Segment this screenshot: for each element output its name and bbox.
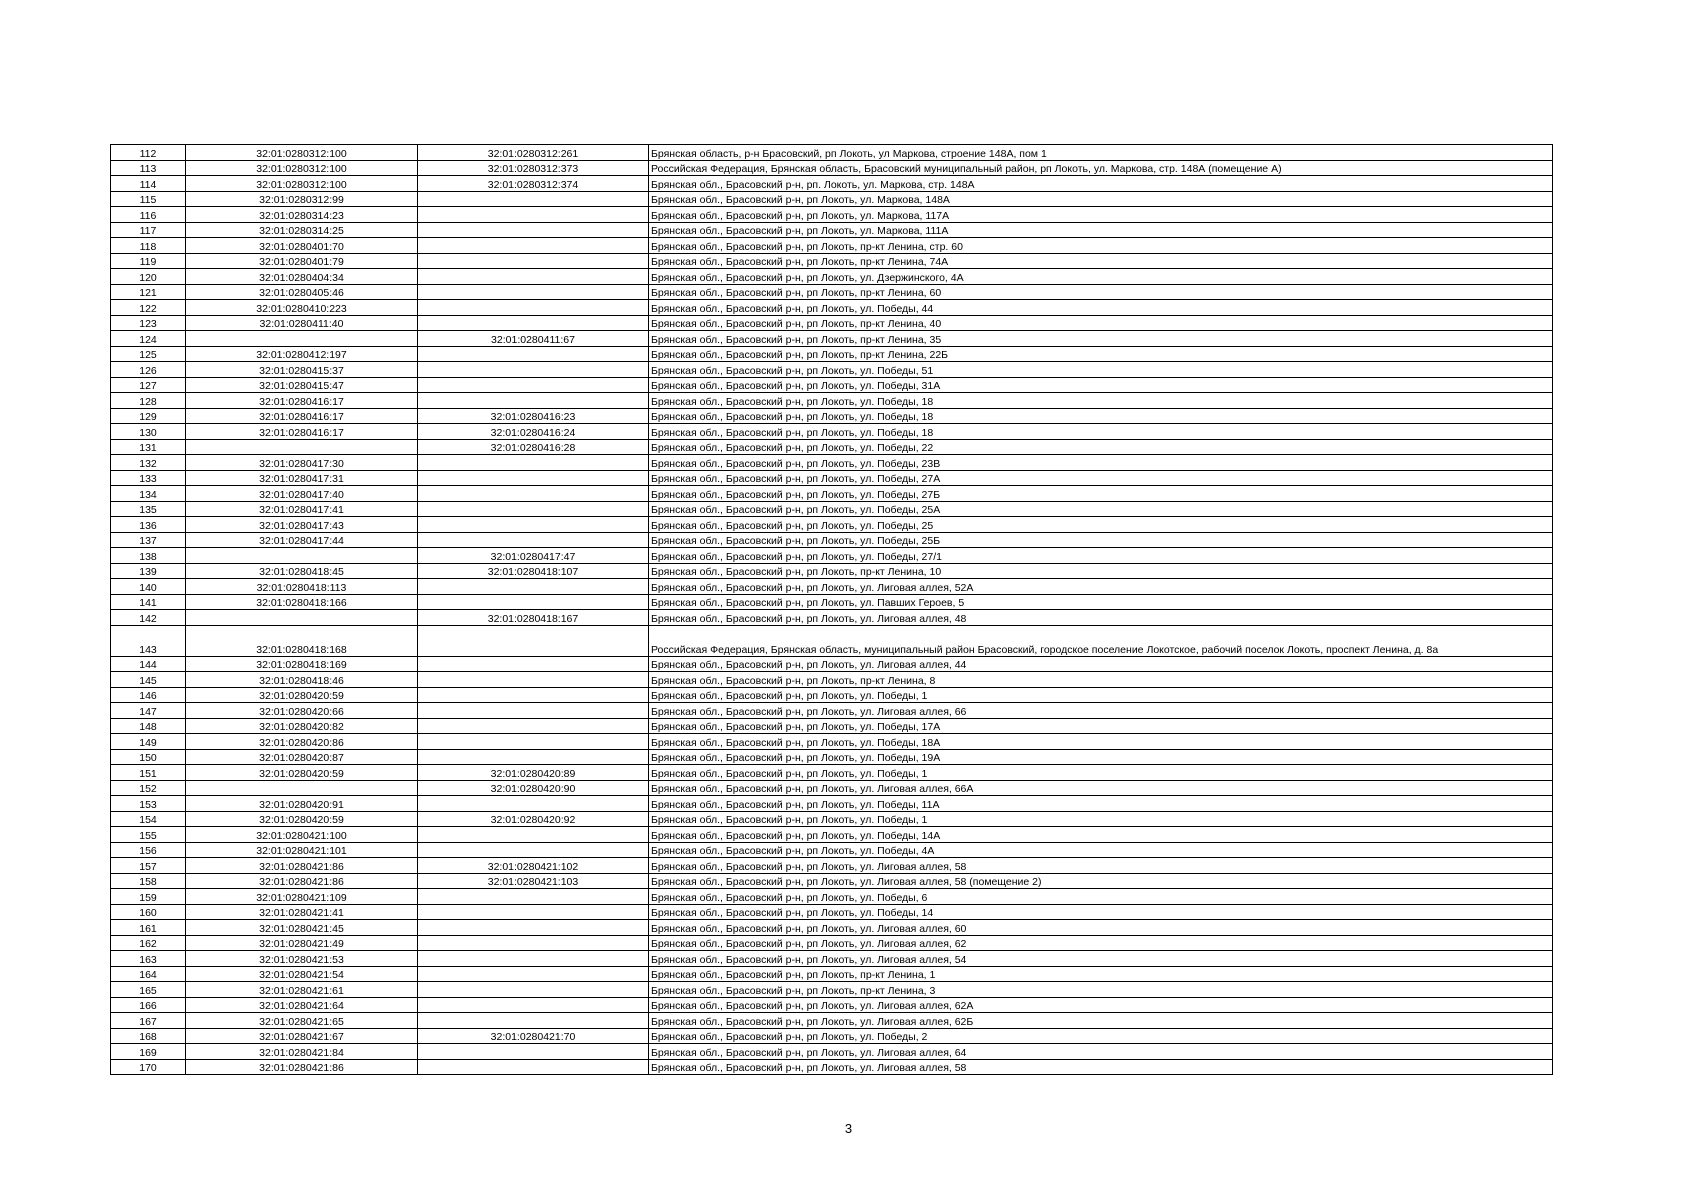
child-cadastral-number-cell (418, 269, 649, 285)
child-cadastral-number-cell (418, 904, 649, 920)
address-cell: Брянская обл., Брасовский р-н, рп Локоть, ул. Лиговая аллея, 62А (649, 997, 1553, 1013)
address-cell: Брянская обл., Брасовский р-н, рп Локоть, ул. Лиговая аллея, 58 (649, 858, 1553, 874)
child-cadastral-number-cell (418, 997, 649, 1013)
parent-cadastral-number-cell: 32:01:0280421:45 (186, 920, 418, 936)
table-row (111, 393, 1553, 409)
table-row (111, 486, 1553, 502)
parent-cadastral-number-cell: 32:01:0280421:61 (186, 982, 418, 998)
address-cell: Брянская обл., Брасовский р-н, рп Локоть, ул. Победы, 2 (649, 1028, 1553, 1044)
table-row (111, 470, 1553, 486)
parent-cadastral-number-cell: 32:01:0280417:44 (186, 532, 418, 548)
parent-cadastral-number-cell: 32:01:0280420:82 (186, 718, 418, 734)
parent-cadastral-number-cell: 32:01:0280416:17 (186, 408, 418, 424)
row-number-cell: 130 (111, 424, 186, 440)
table-row (111, 160, 1553, 176)
row-number-cell: 159 (111, 889, 186, 905)
row-number-cell: 167 (111, 1013, 186, 1029)
row-number-cell: 139 (111, 563, 186, 579)
table-row (111, 331, 1553, 347)
child-cadastral-number-cell: 32:01:0280420:90 (418, 780, 649, 796)
row-number-cell: 140 (111, 579, 186, 595)
address-cell: Брянская обл., Брасовский р-н, рп Локоть, ул. Победы, 19А (649, 749, 1553, 765)
address-cell: Брянская обл., Брасовский р-н, рп Локоть, ул. Победы, 25Б (649, 532, 1553, 548)
address-cell: Брянская обл., Брасовский р-н, рп Локоть, ул. Лиговая аллея, 64 (649, 1044, 1553, 1060)
parent-cadastral-number-cell: 32:01:0280421:49 (186, 935, 418, 951)
table-row (111, 563, 1553, 579)
address-cell: Брянская обл., Брасовский р-н, рп Локоть, пр-кт Ленина, 60 (649, 284, 1553, 300)
table-row (111, 966, 1553, 982)
parent-cadastral-number-cell: 32:01:0280412:197 (186, 346, 418, 362)
row-number-cell: 118 (111, 238, 186, 254)
address-cell: Брянская обл., Брасовский р-н, рп Локоть, ул. Победы, 22 (649, 439, 1553, 455)
parent-cadastral-number-cell (186, 780, 418, 796)
child-cadastral-number-cell (418, 579, 649, 595)
parent-cadastral-number-cell: 32:01:0280417:40 (186, 486, 418, 502)
child-cadastral-number-cell (418, 827, 649, 843)
parent-cadastral-number-cell: 32:01:0280421:67 (186, 1028, 418, 1044)
child-cadastral-number-cell (418, 470, 649, 486)
child-cadastral-number-cell (418, 1059, 649, 1075)
parent-cadastral-number-cell: 32:01:0280417:41 (186, 501, 418, 517)
child-cadastral-number-cell (418, 501, 649, 517)
row-number-cell: 158 (111, 873, 186, 889)
table-row (111, 362, 1553, 378)
table-row (111, 424, 1553, 440)
table-row (111, 718, 1553, 734)
address-cell: Брянская обл., Брасовский р-н, рп Локоть, ул. Победы, 1 (649, 811, 1553, 827)
child-cadastral-number-cell (418, 191, 649, 207)
address-cell: Брянская обл., Брасовский р-н, рп Локоть, пр-кт Ленина, 40 (649, 315, 1553, 331)
child-cadastral-number-cell: 32:01:0280421:103 (418, 873, 649, 889)
child-cadastral-number-cell (418, 284, 649, 300)
parent-cadastral-number-cell (186, 548, 418, 564)
table-row (111, 284, 1553, 300)
address-cell: Брянская обл., Брасовский р-н, рп Локоть, пр-кт Ленина, 8 (649, 672, 1553, 688)
address-cell: Брянская обл., Брасовский р-н, рп Локоть, ул. Лиговая аллея, 44 (649, 656, 1553, 672)
row-number-cell: 143 (111, 625, 186, 656)
child-cadastral-number-cell: 32:01:0280312:374 (418, 176, 649, 192)
row-number-cell: 155 (111, 827, 186, 843)
address-cell: Брянская обл., Брасовский р-н, рп. Локоть, ул. Маркова, стр. 148А (649, 176, 1553, 192)
parent-cadastral-number-cell: 32:01:0280312:100 (186, 176, 418, 192)
table-row (111, 377, 1553, 393)
parent-cadastral-number-cell: 32:01:0280411:40 (186, 315, 418, 331)
address-cell: Брянская обл., Брасовский р-н, рп Локоть, ул. Лиговая аллея, 54 (649, 951, 1553, 967)
child-cadastral-number-cell (418, 594, 649, 610)
table-row (111, 1044, 1553, 1060)
table-row (111, 858, 1553, 874)
table-row (111, 920, 1553, 936)
row-number-cell: 141 (111, 594, 186, 610)
parent-cadastral-number-cell: 32:01:0280421:101 (186, 842, 418, 858)
row-number-cell: 151 (111, 765, 186, 781)
parent-cadastral-number-cell: 32:01:0280418:113 (186, 579, 418, 595)
address-cell: Брянская обл., Брасовский р-н, рп Локоть, пр-кт Ленина, 74А (649, 253, 1553, 269)
row-number-cell: 117 (111, 222, 186, 238)
address-cell: Брянская обл., Брасовский р-н, рп Локоть, пр-кт Ленина, 3 (649, 982, 1553, 998)
table-row (111, 269, 1553, 285)
row-number-cell: 138 (111, 548, 186, 564)
parent-cadastral-number-cell: 32:01:0280417:30 (186, 455, 418, 471)
address-cell: Брянская обл., Брасовский р-н, рп Локоть, ул. Победы, 51 (649, 362, 1553, 378)
parent-cadastral-number-cell: 32:01:0280404:34 (186, 269, 418, 285)
address-cell: Брянская обл., Брасовский р-н, рп Локоть, ул. Победы, 18 (649, 393, 1553, 409)
address-cell: Брянская обл., Брасовский р-н, рп Локоть, ул. Лиговая аллея, 60 (649, 920, 1553, 936)
child-cadastral-number-cell (418, 300, 649, 316)
table-row (111, 145, 1553, 161)
child-cadastral-number-cell: 32:01:0280418:107 (418, 563, 649, 579)
child-cadastral-number-cell (418, 393, 649, 409)
parent-cadastral-number-cell: 32:01:0280421:54 (186, 966, 418, 982)
row-number-cell: 123 (111, 315, 186, 331)
parent-cadastral-number-cell: 32:01:0280420:66 (186, 703, 418, 719)
parent-cadastral-number-cell: 32:01:0280421:64 (186, 997, 418, 1013)
parent-cadastral-number-cell: 32:01:0280420:86 (186, 734, 418, 750)
parent-cadastral-number-cell: 32:01:0280420:87 (186, 749, 418, 765)
table-row (111, 780, 1553, 796)
parent-cadastral-number-cell: 32:01:0280312:100 (186, 160, 418, 176)
row-number-cell: 160 (111, 904, 186, 920)
row-number-cell: 133 (111, 470, 186, 486)
address-cell: Российская Федерация, Брянская область, муниципальный район Брасовский, городское поселение Локотское, рабочий поселок Локоть, проспект Ленина, д. 8а (649, 625, 1553, 656)
table-row (111, 222, 1553, 238)
row-number-cell: 120 (111, 269, 186, 285)
parent-cadastral-number-cell: 32:01:0280421:86 (186, 873, 418, 889)
table-row (111, 501, 1553, 517)
child-cadastral-number-cell: 32:01:0280417:47 (418, 548, 649, 564)
address-cell: Брянская обл., Брасовский р-н, рп Локоть, ул. Победы, 25 (649, 517, 1553, 533)
row-number-cell: 147 (111, 703, 186, 719)
child-cadastral-number-cell (418, 1044, 649, 1060)
table-row (111, 749, 1553, 765)
parent-cadastral-number-cell: 32:01:0280415:47 (186, 377, 418, 393)
table-row (111, 1059, 1553, 1075)
table-row (111, 579, 1553, 595)
parent-cadastral-number-cell: 32:01:0280417:31 (186, 470, 418, 486)
parent-cadastral-number-cell: 32:01:0280420:59 (186, 811, 418, 827)
address-cell: Брянская обл., Брасовский р-н, рп Локоть, ул. Лиговая аллея, 66 (649, 703, 1553, 719)
parent-cadastral-number-cell: 32:01:0280420:59 (186, 687, 418, 703)
address-cell: Брянская область, р-н Брасовский, рп Локоть, ул Маркова, строение 148А, пом 1 (649, 145, 1553, 161)
address-cell: Брянская обл., Брасовский р-н, рп Локоть, ул. Лиговая аллея, 48 (649, 610, 1553, 626)
address-cell: Брянская обл., Брасовский р-н, рп Локоть, ул. Маркова, 111А (649, 222, 1553, 238)
row-number-cell: 116 (111, 207, 186, 223)
parent-cadastral-number-cell: 32:01:0280421:41 (186, 904, 418, 920)
child-cadastral-number-cell: 32:01:0280416:24 (418, 424, 649, 440)
address-cell: Брянская обл., Брасовский р-н, рп Локоть, ул. Победы, 14 (649, 904, 1553, 920)
table-row (111, 904, 1553, 920)
table-row (111, 532, 1553, 548)
row-number-cell: 164 (111, 966, 186, 982)
address-cell: Брянская обл., Брасовский р-н, рп Локоть, ул. Лиговая аллея, 52А (649, 579, 1553, 595)
row-number-cell: 128 (111, 393, 186, 409)
table-row (111, 951, 1553, 967)
table-row (111, 935, 1553, 951)
child-cadastral-number-cell (418, 935, 649, 951)
child-cadastral-number-cell: 32:01:0280421:70 (418, 1028, 649, 1044)
row-number-cell: 114 (111, 176, 186, 192)
address-cell: Брянская обл., Брасовский р-н, рп Локоть, пр-кт Ленина, 10 (649, 563, 1553, 579)
row-number-cell: 142 (111, 610, 186, 626)
address-cell: Брянская обл., Брасовский р-н, рп Локоть, ул. Победы, 18А (649, 734, 1553, 750)
table-row (111, 315, 1553, 331)
child-cadastral-number-cell (418, 889, 649, 905)
row-number-cell: 161 (111, 920, 186, 936)
parent-cadastral-number-cell: 32:01:0280418:46 (186, 672, 418, 688)
address-cell: Брянская обл., Брасовский р-н, рп Локоть, ул. Победы, 18 (649, 408, 1553, 424)
parent-cadastral-number-cell (186, 610, 418, 626)
child-cadastral-number-cell (418, 796, 649, 812)
table-row (111, 625, 1553, 656)
row-number-cell: 121 (111, 284, 186, 300)
table-row (111, 191, 1553, 207)
row-number-cell: 126 (111, 362, 186, 378)
address-cell: Брянская обл., Брасовский р-н, рп Локоть, ул. Победы, 31А (649, 377, 1553, 393)
address-cell: Брянская обл., Брасовский р-н, рп Локоть, ул. Лиговая аллея, 66А (649, 780, 1553, 796)
row-number-cell: 131 (111, 439, 186, 455)
parent-cadastral-number-cell: 32:01:0280415:37 (186, 362, 418, 378)
child-cadastral-number-cell (418, 346, 649, 362)
child-cadastral-number-cell (418, 1013, 649, 1029)
table-row (111, 408, 1553, 424)
row-number-cell: 136 (111, 517, 186, 533)
child-cadastral-number-cell (418, 920, 649, 936)
address-cell: Брянская обл., Брасовский р-н, рп Локоть, ул. Победы, 44 (649, 300, 1553, 316)
table-row (111, 1013, 1553, 1029)
row-number-cell: 112 (111, 145, 186, 161)
row-number-cell: 166 (111, 997, 186, 1013)
table-row (111, 439, 1553, 455)
row-number-cell: 146 (111, 687, 186, 703)
child-cadastral-number-cell (418, 734, 649, 750)
row-number-cell: 152 (111, 780, 186, 796)
child-cadastral-number-cell: 32:01:0280420:89 (418, 765, 649, 781)
parent-cadastral-number-cell: 32:01:0280416:17 (186, 424, 418, 440)
child-cadastral-number-cell (418, 718, 649, 734)
row-number-cell: 144 (111, 656, 186, 672)
child-cadastral-number-cell: 32:01:0280420:92 (418, 811, 649, 827)
table-row (111, 811, 1553, 827)
address-cell: Брянская обл., Брасовский р-н, рп Локоть, ул. Победы, 27/1 (649, 548, 1553, 564)
table-row (111, 207, 1553, 223)
parent-cadastral-number-cell: 32:01:0280314:23 (186, 207, 418, 223)
row-number-cell: 154 (111, 811, 186, 827)
address-cell: Брянская обл., Брасовский р-н, рп Локоть, пр-кт Ленина, стр. 60 (649, 238, 1553, 254)
parent-cadastral-number-cell: 32:01:0280418:169 (186, 656, 418, 672)
table-row (111, 548, 1553, 564)
address-cell: Брянская обл., Брасовский р-н, рп Локоть, ул. Победы, 11А (649, 796, 1553, 812)
table-row (111, 238, 1553, 254)
parent-cadastral-number-cell: 32:01:0280312:100 (186, 145, 418, 161)
row-number-cell: 115 (111, 191, 186, 207)
table-row (111, 594, 1553, 610)
address-cell: Российская Федерация, Брянская область, Брасовский муниципальный район, рп Локоть, ул. Маркова, стр. 148А (помещение А) (649, 160, 1553, 176)
child-cadastral-number-cell (418, 253, 649, 269)
row-number-cell: 162 (111, 935, 186, 951)
parent-cadastral-number-cell: 32:01:0280420:91 (186, 796, 418, 812)
child-cadastral-number-cell (418, 951, 649, 967)
table-row (111, 734, 1553, 750)
address-cell: Брянская обл., Брасовский р-н, рп Локоть, ул. Победы, 6 (649, 889, 1553, 905)
address-cell: Брянская обл., Брасовский р-н, рп Локоть, ул. Победы, 1 (649, 765, 1553, 781)
address-cell: Брянская обл., Брасовский р-н, рп Локоть, ул. Победы, 14А (649, 827, 1553, 843)
address-cell: Брянская обл., Брасовский р-н, рп Локоть, пр-кт Ленина, 22Б (649, 346, 1553, 362)
row-number-cell: 149 (111, 734, 186, 750)
child-cadastral-number-cell (418, 238, 649, 254)
cadastral-table (110, 144, 1553, 1075)
table-row (111, 176, 1553, 192)
row-number-cell: 168 (111, 1028, 186, 1044)
address-cell: Брянская обл., Брасовский р-н, рп Локоть, ул. Победы, 1 (649, 687, 1553, 703)
parent-cadastral-number-cell: 32:01:0280421:86 (186, 858, 418, 874)
parent-cadastral-number-cell: 32:01:0280421:84 (186, 1044, 418, 1060)
row-number-cell: 169 (111, 1044, 186, 1060)
child-cadastral-number-cell: 32:01:0280416:28 (418, 439, 649, 455)
row-number-cell: 163 (111, 951, 186, 967)
table-row (111, 1028, 1553, 1044)
row-number-cell: 125 (111, 346, 186, 362)
parent-cadastral-number-cell (186, 331, 418, 347)
row-number-cell: 134 (111, 486, 186, 502)
parent-cadastral-number-cell: 32:01:0280418:166 (186, 594, 418, 610)
row-number-cell: 150 (111, 749, 186, 765)
row-number-cell: 165 (111, 982, 186, 998)
address-cell: Брянская обл., Брасовский р-н, рп Локоть, ул. Маркова, 117А (649, 207, 1553, 223)
table-row (111, 517, 1553, 533)
table-body (111, 145, 1553, 1075)
row-number-cell: 124 (111, 331, 186, 347)
table-row (111, 253, 1553, 269)
row-number-cell: 156 (111, 842, 186, 858)
table-row (111, 300, 1553, 316)
child-cadastral-number-cell (418, 703, 649, 719)
parent-cadastral-number-cell: 32:01:0280417:43 (186, 517, 418, 533)
table-row (111, 796, 1553, 812)
table-row (111, 873, 1553, 889)
address-cell: Брянская обл., Брасовский р-н, рп Локоть, ул. Победы, 18 (649, 424, 1553, 440)
parent-cadastral-number-cell: 32:01:0280401:70 (186, 238, 418, 254)
parent-cadastral-number-cell: 32:01:0280314:25 (186, 222, 418, 238)
address-cell: Брянская обл., Брасовский р-н, рп Локоть, ул. Лиговая аллея, 62Б (649, 1013, 1553, 1029)
child-cadastral-number-cell (418, 842, 649, 858)
child-cadastral-number-cell (418, 625, 649, 656)
address-cell: Брянская обл., Брасовский р-н, рп Локоть, ул. Маркова, 148А (649, 191, 1553, 207)
row-number-cell: 148 (111, 718, 186, 734)
address-cell: Брянская обл., Брасовский р-н, рп Локоть, ул. Победы, 4А (649, 842, 1553, 858)
table-row (111, 997, 1553, 1013)
parent-cadastral-number-cell: 32:01:0280418:45 (186, 563, 418, 579)
row-number-cell: 157 (111, 858, 186, 874)
parent-cadastral-number-cell: 32:01:0280421:100 (186, 827, 418, 843)
child-cadastral-number-cell (418, 532, 649, 548)
parent-cadastral-number-cell: 32:01:0280401:79 (186, 253, 418, 269)
address-cell: Брянская обл., Брасовский р-н, рп Локоть, ул. Победы, 23В (649, 455, 1553, 471)
child-cadastral-number-cell (418, 966, 649, 982)
parent-cadastral-number-cell: 32:01:0280421:65 (186, 1013, 418, 1029)
child-cadastral-number-cell (418, 362, 649, 378)
row-number-cell: 119 (111, 253, 186, 269)
address-cell: Брянская обл., Брасовский р-н, рп Локоть, ул. Победы, 25А (649, 501, 1553, 517)
parent-cadastral-number-cell: 32:01:0280421:109 (186, 889, 418, 905)
row-number-cell: 127 (111, 377, 186, 393)
child-cadastral-number-cell: 32:01:0280312:373 (418, 160, 649, 176)
table-row (111, 656, 1553, 672)
address-cell: Брянская обл., Брасовский р-н, рп Локоть, ул. Дзержинского, 4А (649, 269, 1553, 285)
table-row (111, 842, 1553, 858)
address-cell: Брянская обл., Брасовский р-н, рп Локоть, ул. Лиговая аллея, 62 (649, 935, 1553, 951)
table-row (111, 346, 1553, 362)
row-number-cell: 122 (111, 300, 186, 316)
row-number-cell: 137 (111, 532, 186, 548)
parent-cadastral-number-cell (186, 439, 418, 455)
child-cadastral-number-cell (418, 687, 649, 703)
address-cell: Брянская обл., Брасовский р-н, рп Локоть, ул. Лиговая аллея, 58 (649, 1059, 1553, 1075)
address-cell: Брянская обл., Брасовский р-н, рп Локоть, ул. Лиговая аллея, 58 (помещение 2) (649, 873, 1553, 889)
child-cadastral-number-cell: 32:01:0280418:167 (418, 610, 649, 626)
row-number-cell: 113 (111, 160, 186, 176)
child-cadastral-number-cell: 32:01:0280312:261 (418, 145, 649, 161)
table-row (111, 765, 1553, 781)
parent-cadastral-number-cell: 32:01:0280421:86 (186, 1059, 418, 1075)
row-number-cell: 153 (111, 796, 186, 812)
child-cadastral-number-cell (418, 982, 649, 998)
parent-cadastral-number-cell: 32:01:0280416:17 (186, 393, 418, 409)
child-cadastral-number-cell (418, 517, 649, 533)
child-cadastral-number-cell (418, 377, 649, 393)
row-number-cell: 135 (111, 501, 186, 517)
table-row (111, 889, 1553, 905)
parent-cadastral-number-cell: 32:01:0280420:59 (186, 765, 418, 781)
row-number-cell: 132 (111, 455, 186, 471)
parent-cadastral-number-cell: 32:01:0280418:168 (186, 625, 418, 656)
table-row (111, 703, 1553, 719)
table-row (111, 610, 1553, 626)
table-row (111, 827, 1553, 843)
parent-cadastral-number-cell: 32:01:0280312:99 (186, 191, 418, 207)
child-cadastral-number-cell (418, 222, 649, 238)
page-number: 3 (844, 1121, 853, 1136)
parent-cadastral-number-cell: 32:01:0280410:223 (186, 300, 418, 316)
child-cadastral-number-cell (418, 672, 649, 688)
row-number-cell: 129 (111, 408, 186, 424)
child-cadastral-number-cell (418, 207, 649, 223)
address-cell: Брянская обл., Брасовский р-н, рп Локоть, пр-кт Ленина, 35 (649, 331, 1553, 347)
row-number-cell: 145 (111, 672, 186, 688)
address-cell: Брянская обл., Брасовский р-н, рп Локоть, ул. Победы, 27А (649, 470, 1553, 486)
address-cell: Брянская обл., Брасовский р-н, рп Локоть, ул. Победы, 27Б (649, 486, 1553, 502)
child-cadastral-number-cell (418, 486, 649, 502)
child-cadastral-number-cell: 32:01:0280416:23 (418, 408, 649, 424)
address-cell: Брянская обл., Брасовский р-н, рп Локоть, ул. Победы, 17А (649, 718, 1553, 734)
address-cell: Брянская обл., Брасовский р-н, рп Локоть, пр-кт Ленина, 1 (649, 966, 1553, 982)
row-number-cell: 170 (111, 1059, 186, 1075)
table-row (111, 982, 1553, 998)
child-cadastral-number-cell: 32:01:0280421:102 (418, 858, 649, 874)
table-row (111, 672, 1553, 688)
child-cadastral-number-cell (418, 455, 649, 471)
child-cadastral-number-cell (418, 656, 649, 672)
table-row (111, 687, 1553, 703)
address-cell: Брянская обл., Брасовский р-н, рп Локоть, ул. Павших Героев, 5 (649, 594, 1553, 610)
parent-cadastral-number-cell: 32:01:0280421:53 (186, 951, 418, 967)
child-cadastral-number-cell (418, 749, 649, 765)
child-cadastral-number-cell: 32:01:0280411:67 (418, 331, 649, 347)
child-cadastral-number-cell (418, 315, 649, 331)
parent-cadastral-number-cell: 32:01:0280405:46 (186, 284, 418, 300)
table-row (111, 455, 1553, 471)
